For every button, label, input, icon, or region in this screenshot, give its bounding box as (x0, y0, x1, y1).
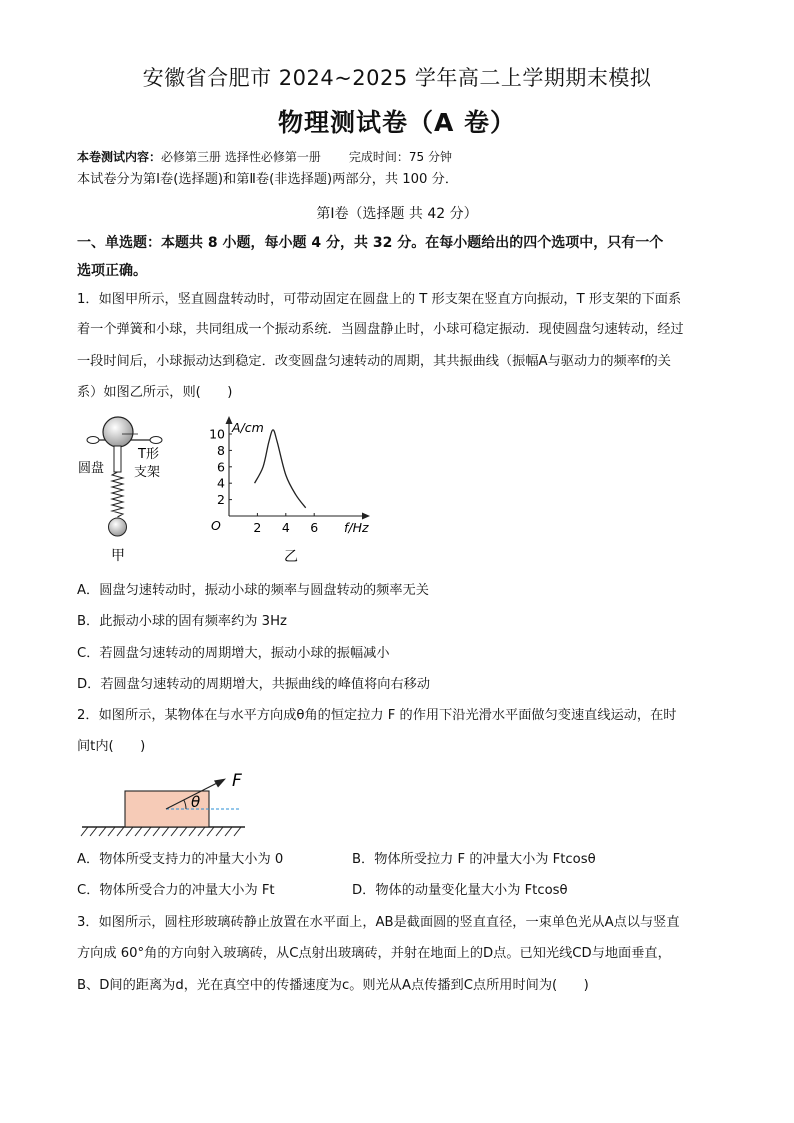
force-arrow-head (214, 779, 226, 788)
x-tick-label: 4 (281, 520, 290, 535)
q2-option-c: C．物体所受合力的冲量大小为 Ft (77, 883, 275, 898)
time-label: 完成时间： (348, 150, 409, 164)
q3-line: 方向成 60°角的方向射入玻璃砖，从C点射出玻璃砖，并射在地面上的D点。已知光线CD与地面垂直， (77, 946, 671, 961)
figure-disc-apparatus (72, 410, 182, 570)
x-axis-label: f/Hz (344, 520, 369, 535)
q2-option-a: A．物体所受支持力的冲量大小为 0 (77, 852, 284, 867)
origin-label: O (211, 518, 221, 533)
time-value: 75 分钟 (408, 150, 452, 164)
caption-a: 甲 (111, 548, 125, 564)
q1-line: 系）如图乙所示，则( ) (77, 385, 233, 400)
angle-label: θ (191, 793, 201, 811)
y-tick-label: 10 (209, 426, 225, 442)
q3-line: B、D间的距离为d，光在真空中的传播速度为c。则光从A点传播到C点所用时间为( ) (77, 978, 589, 993)
q1-line: 着一个弹簧和小球，共同组成一个振动系统．当圆盘静止时，小球可稳定振动．现使圆盘匀速转动，经过 (77, 322, 684, 337)
label-disc: 圆盘 (78, 461, 105, 476)
ball (109, 518, 127, 536)
section-title: 第Ⅰ卷（选择题 共 42 分） (316, 206, 478, 222)
q1-line: 1．如图甲所示，竖直圆盘转动时，可带动固定在圆盘上的 T 形支架在竖直方向振动，T 形支架的下面系 (77, 292, 682, 307)
spring (112, 472, 123, 517)
force-label: F (232, 771, 242, 791)
exam-title: 安徽省合肥市 2024~2025 学年高二上学期期末模拟 (142, 66, 652, 90)
x-axis-arrow (362, 513, 370, 520)
y-tick-label: 6 (217, 459, 225, 475)
q1-option-d: D．若圆盘匀速转动的周期增大，共振曲线的峰值将向右移动 (77, 677, 431, 692)
resonance-chart (198, 412, 378, 572)
t-frame-stem (114, 446, 121, 472)
t-frame-left-end (87, 437, 99, 444)
label-frame: 支架 (134, 465, 161, 480)
t-frame-right-end (150, 437, 162, 444)
q1-option-a: A．圆盘匀速转动时，振动小球的频率与圆盘转动的频率无关 (77, 583, 429, 598)
q1-option-b: B．此振动小球的固有频率约为 3Hz (77, 614, 287, 629)
y-tick-label: 8 (217, 442, 225, 458)
x-tick-label: 6 (310, 520, 319, 535)
content-label: 本卷测试内容： (77, 150, 162, 164)
exam-meta (77, 148, 452, 165)
disc (103, 417, 133, 447)
section-heading-line1: 一、单选题：本题共 8 小题，每小题 4 分，共 32 分。在每小题给出的四个选项中，只有一个 (77, 235, 664, 251)
y-tick-label: 2 (217, 492, 225, 508)
caption-b: 乙 (284, 549, 298, 565)
q3-line: 3．如图所示，圆柱形玻璃砖静止放置在水平面上，AB是截面圆的竖直直径，一束单色光从A点以与竖直 (77, 915, 680, 930)
q2-line1: 2．如图所示，某物体在与水平方向成θ角的恒定拉力 F 的作用下沿光滑水平面做匀变速直线运动，在时 (77, 708, 677, 723)
resonance-curve (255, 430, 306, 508)
q2-option-d: D．物体的动量变化量大小为 Ftcosθ (352, 883, 568, 898)
y-tick-label: 4 (217, 475, 225, 491)
section-heading-line2: 选项正确。 (77, 263, 147, 279)
y-axis-label: A/cm (232, 420, 264, 435)
label-t-frame: T形 (138, 447, 159, 462)
q2-line2: 间t内( ) (77, 739, 146, 754)
content-value: 必修第三册 选择性必修第一册 (161, 150, 321, 164)
x-tick-label: 2 (253, 520, 262, 535)
exam-intro: 本试卷分为第Ⅰ卷(选择题)和第Ⅱ卷(非选择题)两部分，共 100 分． (77, 172, 459, 187)
ground-hatching (81, 827, 241, 836)
q2-option-b: B．物体所受拉力 F 的冲量大小为 Ftcosθ (352, 852, 596, 867)
q1-option-c: C．若圆盘匀速转动的周期增大，振动小球的振幅减小 (77, 646, 390, 661)
figure-block-force (80, 768, 260, 840)
exam-subtitle: 物理测试卷（A 卷） (277, 108, 517, 137)
q1-line: 一段时间后，小球振动达到稳定．改变圆盘匀速转动的周期，其共振曲线（振幅A与驱动力的频率f的关 (77, 354, 671, 369)
